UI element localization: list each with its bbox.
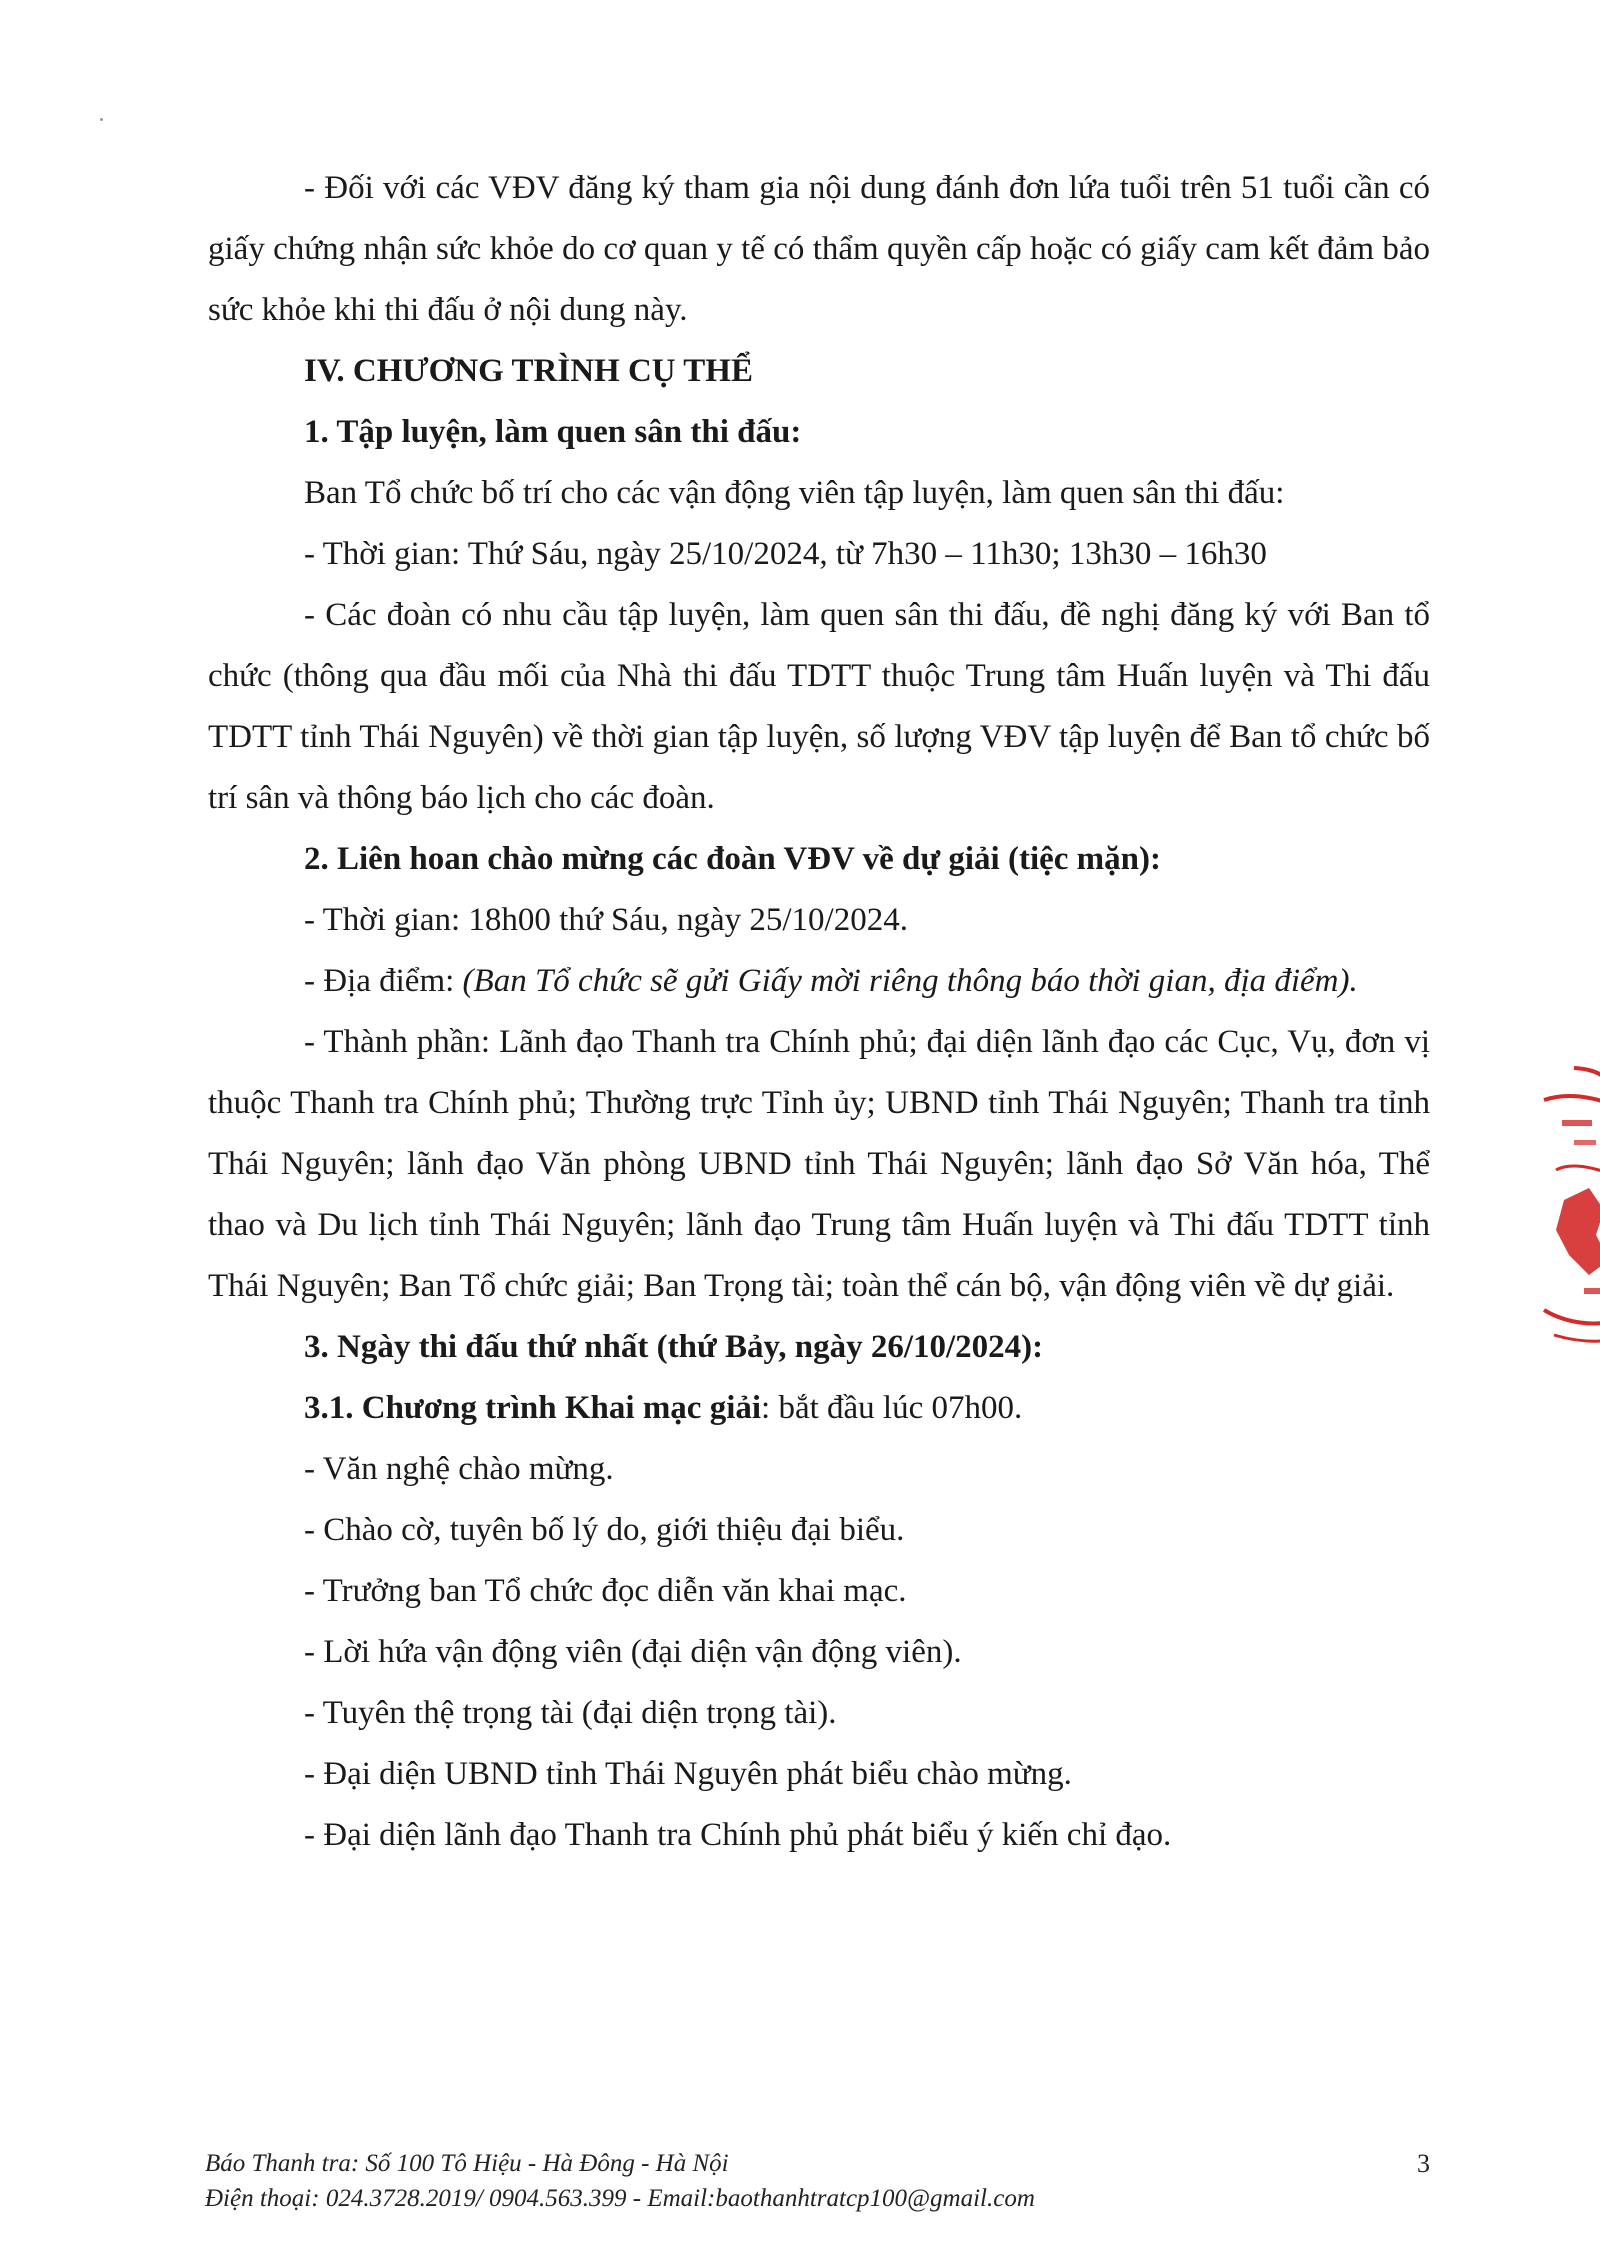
footer-contact: Điện thoại: 024.3728.2019/ 0904.563.399 - Email:baothanhtratcp100@gmail.com (205, 2185, 1035, 2212)
paragraph-practice-intro: Ban Tổ chức bố trí cho các vận động viên tập luyện, làm quen sân thi đấu: (304, 475, 1285, 511)
opening-ceremony-title: 3.1. Chương trình Khai mạc giải (304, 1390, 762, 1426)
official-seal-fragment (1534, 1060, 1600, 1350)
list-item: - Lời hứa vận động viên (đại diện vận động viên). (304, 1634, 962, 1670)
scan-speck (100, 118, 103, 121)
paragraph-health-requirement: - Đối với các VĐV đăng ký tham gia nội dung đánh đơn lứa tuổi trên 51 tuổi cần có giấy chứng nhận sức khỏe do cơ quan y tế có thẩm quyền cấp hoặc có giấy cam kết đảm bảo sức khỏe khi thi đấu ở nội dung này. (208, 170, 1430, 328)
location-note: (Ban Tổ chức sẽ gửi Giấy mời riêng thông báo thời gian, địa điểm). (462, 963, 1358, 999)
list-item: - Trưởng ban Tổ chức đọc diễn văn khai mạc. (304, 1573, 907, 1609)
paragraph-party-location (208, 951, 1430, 1012)
list-item: - Chào cờ, tuyên bố lý do, giới thiệu đại biểu. (304, 1512, 905, 1548)
subheading-day-one: 3. Ngày thi đấu thứ nhất (thứ Bảy, ngày 26/10/2024): (304, 1329, 1044, 1365)
location-label: - Địa điểm: (304, 963, 463, 999)
subheading-practice: 1. Tập luyện, làm quen sân thi đấu: (304, 414, 802, 450)
page-footer (205, 2146, 1430, 2216)
subheading-welcome-party: 2. Liên hoan chào mừng các đoàn VĐV về dự giải (tiệc mặn): (304, 841, 1161, 877)
paragraph-opening-ceremony (208, 1378, 1430, 1439)
paragraph-practice-registration: - Các đoàn có nhu cầu tập luyện, làm quen sân thi đấu, đề nghị đăng ký với Ban tổ chức (thông qua đầu mối của Nhà thi đấu TDTT thuộc Trung tâm Huấn luyện và Thi đấu TDTT tỉnh Thái Nguyên) về thời gian tập luyện, số lượng VĐV tập luyện để Ban tổ chức bố trí sân và thông báo lịch cho các đoàn. (208, 597, 1430, 816)
list-item: - Đại diện UBND tỉnh Thái Nguyên phát biểu chào mừng. (304, 1756, 1072, 1792)
paragraph-party-time: - Thời gian: 18h00 thứ Sáu, ngày 25/10/2024. (304, 902, 908, 938)
footer-address: Báo Thanh tra: Số 100 Tô Hiệu - Hà Đông - Hà Nội (205, 2150, 729, 2177)
list-item: - Văn nghệ chào mừng. (304, 1451, 614, 1487)
document-body (208, 158, 1430, 1866)
paragraph-party-attendees: - Thành phần: Lãnh đạo Thanh tra Chính phủ; đại diện lãnh đạo các Cục, Vụ, đơn vị thuộc Thanh tra Chính phủ; Thường trực Tỉnh ủy; UBND tỉnh Thái Nguyên; Thanh tra tỉnh Thái Nguyên; lãnh đạo Văn phòng UBND tỉnh Thái Nguyên; lãnh đạo Sở Văn hóa, Thể thao và Du lịch tỉnh Thái Nguyên; lãnh đạo Trung tâm Huấn luyện và Thi đấu TDTT tỉnh Thái Nguyên; Ban Tổ chức giải; Ban Trọng tài; toàn thể cán bộ, vận động viên về dự giải. (208, 1024, 1430, 1304)
section-heading-iv: IV. CHƯƠNG TRÌNH CỤ THỂ (304, 353, 753, 389)
list-item: - Tuyên thệ trọng tài (đại diện trọng tài). (304, 1695, 837, 1731)
opening-ceremony-time: : bắt đầu lúc 07h00. (761, 1390, 1023, 1426)
paragraph-practice-time: - Thời gian: Thứ Sáu, ngày 25/10/2024, từ 7h30 – 11h30; 13h30 – 16h30 (304, 536, 1267, 572)
list-item: - Đại diện lãnh đạo Thanh tra Chính phủ phát biểu ý kiến chỉ đạo. (304, 1817, 1172, 1853)
page-number: 3 (1417, 2149, 1430, 2178)
